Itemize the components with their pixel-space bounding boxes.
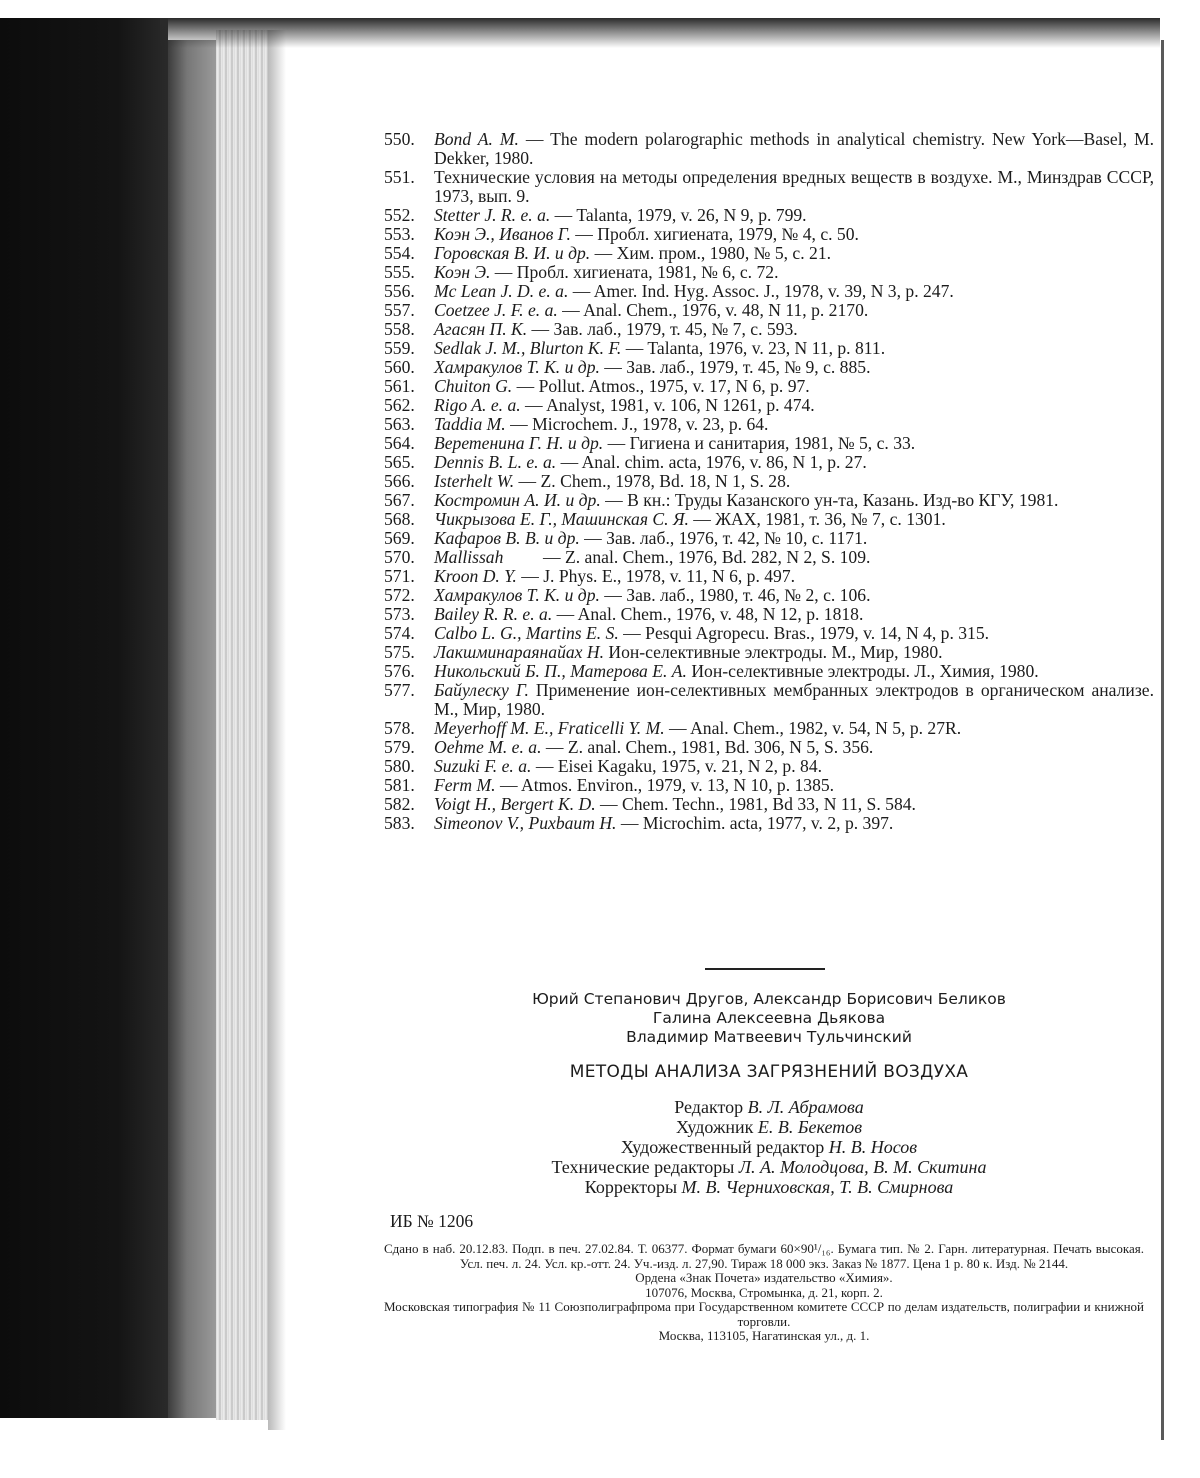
reference-author: Кафаров В. В. и др. bbox=[434, 528, 580, 548]
reference-author: Агасян П. К. bbox=[434, 319, 528, 339]
reference-author: Bailey R. R. e. a. bbox=[434, 604, 553, 624]
reference-author: Meyerhoff M. E., Fraticelli Y. M. bbox=[434, 718, 665, 738]
reference-item bbox=[384, 129, 1159, 168]
reference-list bbox=[384, 129, 1159, 833]
credit-line bbox=[384, 1177, 1154, 1197]
reference-number: 572. bbox=[384, 585, 415, 605]
imprint-main: Сдано в наб. 20.12.83. Подп. в печ. 27.02.84. Т. 06377. Формат бумаги 60×90¹/₁₆. Бумага тип. № 2. Гарн. литературная. Печать высокая. Усл. печ. л. 24. Усл. кр.-отт. 24. Уч.-изд. л. 27,90. Тираж 18 000 экз. Заказ № 1877. Цена 1 р. 80 к. Изд. № 2144. bbox=[384, 1241, 1144, 1271]
reference-item bbox=[384, 320, 1154, 339]
reference-number: 574. bbox=[384, 623, 415, 643]
reference-source: — Pollut. Atmos., 1975, v. 17, N 6, p. 97. bbox=[512, 376, 810, 396]
author-line: Владимир Матвеевич Тульчинский bbox=[626, 1028, 912, 1046]
reference-text bbox=[434, 776, 1154, 795]
reference-number: 577. bbox=[384, 680, 415, 700]
reference-item bbox=[384, 167, 1159, 206]
ib-number: ИБ № 1206 bbox=[390, 1211, 474, 1231]
page-edges bbox=[216, 30, 276, 1420]
reference-text bbox=[434, 225, 1154, 244]
reference-source: — Пробл. хигиената, 1979, № 4, с. 50. bbox=[570, 224, 859, 244]
reference-source: — Пробл. хигиената, 1981, № 6, с. 72. bbox=[490, 262, 779, 282]
reference-item bbox=[384, 510, 1154, 529]
reference-author: Oehme M. e. a. bbox=[434, 737, 542, 757]
reference-author: Isterhelt W. bbox=[434, 471, 515, 491]
reference-source: Применение ион-селективных мембранных электродов в органическом анализе. М., Мир, 1980. bbox=[434, 680, 1159, 719]
reference-author: Calbo L. G., Martins E. S. bbox=[434, 623, 619, 643]
reference-author: Chuiton G. bbox=[434, 376, 513, 396]
reference-text bbox=[434, 814, 1154, 833]
reference-text bbox=[434, 358, 1154, 377]
reference-source: Технические условия на методы определения вредных веществ в воздухе. М., Минздрав СССР, 1973, вып. 9. bbox=[434, 167, 1159, 206]
credit-name: Н. В. Носов bbox=[828, 1137, 918, 1157]
imprint-block bbox=[384, 1242, 1144, 1344]
reference-text bbox=[434, 244, 1154, 263]
reference-text bbox=[434, 757, 1154, 776]
reference-number: 570. bbox=[384, 547, 415, 567]
reference-author: Байулеску Г. bbox=[434, 680, 529, 700]
reference-source: — Eisei Kagaku, 1975, v. 21, N 2, p. 84. bbox=[531, 756, 823, 776]
reference-source: — Зав. лаб., 1976, т. 42, № 10, с. 1171. bbox=[579, 528, 868, 548]
reference-item bbox=[384, 548, 1154, 567]
credit-line bbox=[384, 1097, 1154, 1117]
reference-number: 563. bbox=[384, 414, 415, 434]
reference-item bbox=[384, 605, 1154, 624]
reference-text bbox=[434, 567, 1154, 586]
reference-source: — Microchem. J., 1978, v. 23, p. 64. bbox=[505, 414, 769, 434]
reference-source: — Гигиена и санитария, 1981, № 5, с. 33. bbox=[603, 433, 916, 453]
reference-text bbox=[434, 415, 1154, 434]
reference-source: — Z. anal. Chem., 1981, Bd. 306, N 5, S. 356. bbox=[541, 737, 874, 757]
reference-text bbox=[434, 472, 1154, 491]
credit-line bbox=[384, 1157, 1154, 1177]
reference-author: Никольский Б. П., Матерова Е. А. bbox=[434, 661, 687, 681]
reference-item bbox=[384, 453, 1154, 472]
reference-text bbox=[434, 396, 1154, 415]
reference-source: — В кн.: Труды Казанского ун-та, Казань. Изд-во КГУ, 1981. bbox=[600, 490, 1059, 510]
credit-line bbox=[384, 1137, 1154, 1157]
credit-role: Корректоры bbox=[584, 1177, 682, 1197]
reference-author: Ferm M. bbox=[434, 775, 496, 795]
reference-item bbox=[384, 738, 1154, 757]
credit-role: Художественный редактор bbox=[620, 1137, 829, 1157]
reference-author: Лакшминараянайах Н. bbox=[434, 642, 604, 662]
reference-number: 575. bbox=[384, 642, 415, 662]
reference-number: 578. bbox=[384, 718, 415, 738]
reference-text bbox=[434, 206, 1154, 225]
reference-item bbox=[384, 377, 1154, 396]
reference-item bbox=[384, 529, 1154, 548]
reference-text bbox=[434, 377, 1154, 396]
reference-author: Горовская В. И. и др. bbox=[434, 243, 591, 263]
author-line: Галина Алексеевна Дьякова bbox=[652, 1009, 886, 1027]
reference-source: — The modern polarographic methods in analytical chemistry. New York—Basel, M. Dekker, 1980. bbox=[434, 129, 1159, 168]
credit-name: М. В. Черниховская, Т. В. Смирнова bbox=[681, 1177, 954, 1197]
reference-item bbox=[384, 624, 1154, 643]
reference-item bbox=[384, 225, 1154, 244]
reference-item bbox=[384, 491, 1154, 510]
reference-number: 580. bbox=[384, 756, 415, 776]
reference-item bbox=[384, 586, 1154, 605]
credit-role: Редактор bbox=[674, 1097, 748, 1117]
reference-source: — Pesqui Agropecu. Bras., 1979, v. 14, N 4, p. 315. bbox=[618, 623, 990, 643]
printer-line: Московская типография № 11 Союзполиграфпрома при Государственном комитете СССР по делам издательств, полиграфии и книжной торговли. bbox=[384, 1299, 1144, 1329]
reference-text bbox=[434, 548, 1154, 567]
reference-text bbox=[434, 529, 1154, 548]
reference-item bbox=[384, 795, 1154, 814]
publisher-address: 107076, Москва, Стромынка, д. 21, корп. 2. bbox=[645, 1284, 883, 1300]
reference-author: Sedlak J. M., Blurton K. F. bbox=[434, 338, 622, 358]
reference-number: 579. bbox=[384, 737, 415, 757]
reference-source: Ион-селективные электроды. Л., Химия, 1980. bbox=[686, 661, 1039, 681]
credit-name: Л. А. Молодцова, В. М. Скитина bbox=[738, 1157, 987, 1177]
reference-author: Stetter J. R. e. a. bbox=[434, 205, 551, 225]
reference-source: Ион-селективные электроды. М., Мир, 1980. bbox=[603, 642, 943, 662]
page-gutter-shadow bbox=[268, 30, 286, 1430]
reference-author: Coetzee J. F. e. a. bbox=[434, 300, 558, 320]
reference-source: — Talanta, 1979, v. 26, N 9, p. 799. bbox=[550, 205, 807, 225]
reference-source: — Talanta, 1976, v. 23, N 11, p. 811. bbox=[621, 338, 886, 358]
reference-number: 576. bbox=[384, 661, 415, 681]
reference-source: — Chem. Techn., 1981, Bd 33, N 11, S. 584. bbox=[595, 794, 916, 814]
reference-author: Taddia M. bbox=[434, 414, 506, 434]
credit-line bbox=[384, 1117, 1154, 1137]
reference-text bbox=[434, 453, 1154, 472]
reference-text bbox=[434, 719, 1154, 738]
reference-number: 552. bbox=[384, 205, 415, 225]
reference-text bbox=[434, 662, 1154, 681]
reference-item bbox=[384, 434, 1154, 453]
reference-text bbox=[434, 339, 1154, 358]
book-title: МЕТОДЫ АНАЛИЗА ЗАГРЯЗНЕНИЙ ВОЗДУХА bbox=[569, 1062, 969, 1082]
reference-number: 562. bbox=[384, 395, 415, 415]
reference-source: — Z. anal. Chem., 1976, Bd. 282, N 2, S. 109. bbox=[503, 547, 871, 567]
reference-number: 561. bbox=[384, 376, 415, 396]
separator-rule bbox=[705, 968, 825, 970]
reference-item bbox=[384, 643, 1154, 662]
reference-text bbox=[434, 643, 1154, 662]
reference-number: 571. bbox=[384, 566, 415, 586]
credit-role: Художник bbox=[675, 1117, 758, 1137]
credit-name: Е. В. Бекетов bbox=[757, 1117, 863, 1137]
reference-item bbox=[384, 757, 1154, 776]
reference-text bbox=[434, 167, 1159, 206]
reference-number: 555. bbox=[384, 262, 415, 282]
reference-author: Mc Lean J. D. e. a. bbox=[434, 281, 569, 301]
reference-text bbox=[434, 624, 1154, 643]
reference-source: — Anal. Chem., 1976, v. 48, N 12, p. 1818. bbox=[552, 604, 864, 624]
reference-item bbox=[384, 339, 1154, 358]
reference-number: 581. bbox=[384, 775, 415, 795]
reference-text bbox=[434, 510, 1154, 529]
reference-item bbox=[384, 415, 1154, 434]
reference-number: 556. bbox=[384, 281, 415, 301]
credit-role: Технические редакторы bbox=[551, 1157, 739, 1177]
reference-number: 553. bbox=[384, 224, 415, 244]
colophon bbox=[384, 990, 1154, 1197]
reference-text bbox=[434, 282, 1154, 301]
reference-author: Хамракулов Т. К. и др. bbox=[434, 357, 600, 377]
printer-address: Москва, 113105, Нагатинская ул., д. 1. bbox=[658, 1328, 870, 1343]
reference-source: — Anal. Chem., 1976, v. 48, N 11, p. 2170. bbox=[557, 300, 869, 320]
reference-source: — Хим. пром., 1980, № 5, с. 21. bbox=[590, 243, 832, 263]
reference-number: 565. bbox=[384, 452, 415, 472]
reference-author: Dennis B. L. e. a. bbox=[434, 452, 557, 472]
reference-number: 550. bbox=[384, 129, 415, 149]
right-page-edge bbox=[1161, 40, 1164, 1440]
reference-source: — Amer. Ind. Hyg. Assoc. J., 1978, v. 39, N 3, p. 247. bbox=[568, 281, 954, 301]
credits-block bbox=[384, 1097, 1154, 1197]
reference-number: 568. bbox=[384, 509, 415, 529]
reference-text bbox=[434, 680, 1159, 719]
reference-author: Bond A. M. bbox=[434, 129, 519, 149]
reference-source: — Зав. лаб., 1979, т. 45, № 7, с. 593. bbox=[527, 319, 798, 339]
reference-item bbox=[384, 282, 1154, 301]
reference-author: Mallissah bbox=[434, 547, 504, 567]
reference-source: — Anal. Chem., 1982, v. 54, N 5, p. 27R. bbox=[664, 718, 962, 738]
reference-text bbox=[434, 129, 1159, 168]
reference-number: 557. bbox=[384, 300, 415, 320]
reference-author: Voigt H., Bergert K. D. bbox=[434, 794, 596, 814]
reference-source: — Зав. лаб., 1980, т. 46, № 2, с. 106. bbox=[599, 585, 871, 605]
reference-item bbox=[384, 301, 1154, 320]
reference-item bbox=[384, 396, 1154, 415]
reference-text bbox=[434, 263, 1154, 282]
reference-number: 583. bbox=[384, 813, 415, 833]
reference-author: Коэн Э., Иванов Г. bbox=[434, 224, 571, 244]
reference-author: Веретенина Г. Н. и др. bbox=[434, 433, 604, 453]
reference-text bbox=[434, 320, 1154, 339]
reference-author: Хамракулов Т. К. и др. bbox=[434, 585, 600, 605]
reference-author: Чикрызова Е. Г., Машинская С. Я. bbox=[434, 509, 689, 529]
reference-author: Коэн Э. bbox=[434, 262, 491, 282]
author-line: Юрий Степанович Другов, Александр Борисович Беликов bbox=[532, 990, 1006, 1008]
reference-number: 554. bbox=[384, 243, 415, 263]
reference-number: 558. bbox=[384, 319, 415, 339]
reference-source: — Analyst, 1981, v. 106, N 1261, p. 474. bbox=[520, 395, 815, 415]
reference-text bbox=[434, 586, 1154, 605]
reference-number: 567. bbox=[384, 490, 415, 510]
reference-author: Rigo A. e. a. bbox=[434, 395, 521, 415]
reference-number: 569. bbox=[384, 528, 415, 548]
reference-source: — Anal. chim. acta, 1976, v. 86, N 1, p. 27. bbox=[556, 452, 867, 472]
reference-number: 559. bbox=[384, 338, 415, 358]
reference-number: 582. bbox=[384, 794, 415, 814]
reference-item bbox=[384, 814, 1154, 833]
reference-source: — Z. Chem., 1978, Bd. 18, N 1, S. 28. bbox=[514, 471, 791, 491]
reference-text bbox=[434, 795, 1154, 814]
reference-author: Suzuki F. e. a. bbox=[434, 756, 532, 776]
reference-number: 551. bbox=[384, 167, 415, 187]
reference-item bbox=[384, 472, 1154, 491]
book-spine-shadow bbox=[0, 18, 168, 1418]
credit-name: В. Л. Абрамова bbox=[747, 1097, 864, 1117]
reference-source: — Microchim. acta, 1977, v. 2, p. 397. bbox=[616, 813, 894, 833]
reference-source: — J. Phys. E., 1978, v. 11, N 6, p. 497. bbox=[516, 566, 796, 586]
reference-number: 573. bbox=[384, 604, 415, 624]
reference-author: Костромин А. И. и др. bbox=[434, 490, 601, 510]
reference-item bbox=[384, 206, 1154, 225]
reference-text bbox=[434, 301, 1154, 320]
reference-item bbox=[384, 263, 1154, 282]
reference-item bbox=[384, 244, 1154, 263]
reference-source: — Зав. лаб., 1979, т. 45, № 9, с. 885. bbox=[599, 357, 871, 377]
reference-number: 566. bbox=[384, 471, 415, 491]
reference-author: Kroon D. Y. bbox=[434, 566, 517, 586]
publisher-line: Ордена «Знак Почета» издательство «Химия». bbox=[635, 1270, 893, 1285]
top-edge-shadow bbox=[160, 18, 1160, 48]
reference-item bbox=[384, 567, 1154, 586]
reference-text bbox=[434, 738, 1154, 757]
reference-source: — Atmos. Environ., 1979, v. 13, N 10, p. 1385. bbox=[495, 775, 835, 795]
reference-text bbox=[434, 491, 1154, 510]
reference-number: 564. bbox=[384, 433, 415, 453]
reference-item bbox=[384, 662, 1154, 681]
reference-item bbox=[384, 776, 1154, 795]
book-binding bbox=[168, 40, 216, 1418]
reference-item bbox=[384, 358, 1154, 377]
reference-text bbox=[434, 605, 1154, 624]
reference-number: 560. bbox=[384, 357, 415, 377]
reference-item bbox=[384, 680, 1159, 719]
reference-source: — ЖАХ, 1981, т. 36, № 7, с. 1301. bbox=[688, 509, 946, 529]
reference-item bbox=[384, 719, 1154, 738]
reference-text bbox=[434, 434, 1154, 453]
reference-author: Simeonov V., Puxbaum H. bbox=[434, 813, 617, 833]
